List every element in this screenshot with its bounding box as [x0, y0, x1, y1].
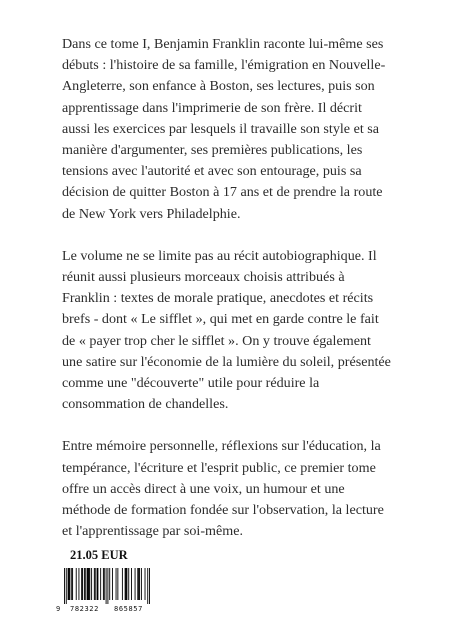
barcode-bar	[64, 568, 65, 604]
barcode-bar	[109, 568, 110, 600]
blurb-paragraph-2: Le volume ne se limite pas au récit autobiographique. Il réunit aussi plusieurs morceaux choisis attribués à Franklin : textes de morale pratique, anecdotes et récits brefs - dont « Le sifflet », qui met en garde contre le fait de « payer trop cher le sifflet ». On y trouve également une satire sur l'économie de la lumière du soleil, présentée comme une "découverte" utile pour réduire la consommation de chandelles.	[62, 247, 391, 413]
barcode-bar	[69, 568, 70, 600]
barcode-bar	[71, 568, 72, 600]
blurb-paragraph-1: Dans ce tome I, Benjamin Franklin raconte lui-même ses débuts : l'histoire de sa famille, l'émigration en Nouvelle-Angleterre, son enfance à Boston, ses lectures, puis son apprentissage dans l'imprimerie de son frère. Il décrit aussi les exercices par lesquels il travaille son style et sa manière d'argumenter, ses premières publications, les tensions avec l'autorité et avec son entourage, puis sa décision de quitter Boston à 17 ans et de prendre la route de New York vers Philadelphie.	[62, 36, 386, 222]
barcode-bar	[122, 568, 123, 600]
barcode-bar	[81, 568, 82, 600]
barcode-bar	[95, 568, 96, 600]
barcode-bar	[138, 568, 139, 600]
barcode-bar	[100, 568, 101, 600]
barcode-bar	[107, 568, 108, 604]
blurb-text	[62, 34, 392, 563]
barcode-bar	[126, 568, 127, 600]
barcode-bar	[103, 568, 104, 600]
barcode-bar	[66, 568, 67, 604]
barcode-bar	[97, 568, 98, 600]
barcode-bar	[91, 568, 92, 600]
barcode-bar	[141, 568, 142, 600]
isbn-right-group: 865857	[114, 605, 143, 613]
barcode-bar	[116, 568, 117, 600]
isbn-left-group: 782322	[70, 605, 99, 613]
barcode-bar	[131, 568, 132, 600]
barcode-bar	[145, 568, 146, 600]
barcode-bar	[137, 568, 138, 600]
price-label: 21.05 EUR	[70, 548, 128, 562]
barcode-bar	[88, 568, 89, 600]
barcode-bar	[84, 568, 85, 600]
blurb-paragraph-3: Entre mémoire personnelle, réflexions sur l'éducation, la tempérance, l'écriture et l'esprit public, ce premier tome offre un accès direct à une voix, un humour et une méthode de formation fondée sur l'observation, la lecture et l'apprentissage par soi-même.	[62, 438, 384, 540]
barcode-bar	[125, 568, 126, 600]
barcode-bar	[94, 568, 95, 600]
barcode-bar	[88, 568, 89, 600]
barcode-bars	[64, 568, 150, 604]
barcode-bar	[112, 568, 113, 600]
barcode-bar	[149, 568, 150, 604]
barcode-bar	[104, 568, 105, 600]
barcode-bar	[68, 568, 69, 600]
barcode-bar	[126, 568, 127, 600]
barcode-bar	[78, 568, 79, 600]
barcode-bar	[97, 568, 98, 600]
barcode-bar	[72, 568, 73, 600]
barcode-bar	[117, 568, 118, 600]
barcode-bar	[69, 568, 70, 600]
barcode-bar	[135, 568, 136, 600]
barcode-bar	[106, 568, 107, 604]
barcode-bar	[87, 568, 88, 600]
barcode-bar	[89, 568, 90, 600]
barcode-bar	[85, 568, 86, 600]
isbn-barcode	[56, 568, 152, 618]
barcode-bar	[139, 568, 140, 600]
barcode-bar	[82, 568, 83, 600]
barcode-bar	[76, 568, 77, 600]
isbn-first-digit: 9	[56, 605, 61, 613]
barcode-bar	[147, 568, 148, 604]
barcode-bar	[128, 568, 129, 600]
